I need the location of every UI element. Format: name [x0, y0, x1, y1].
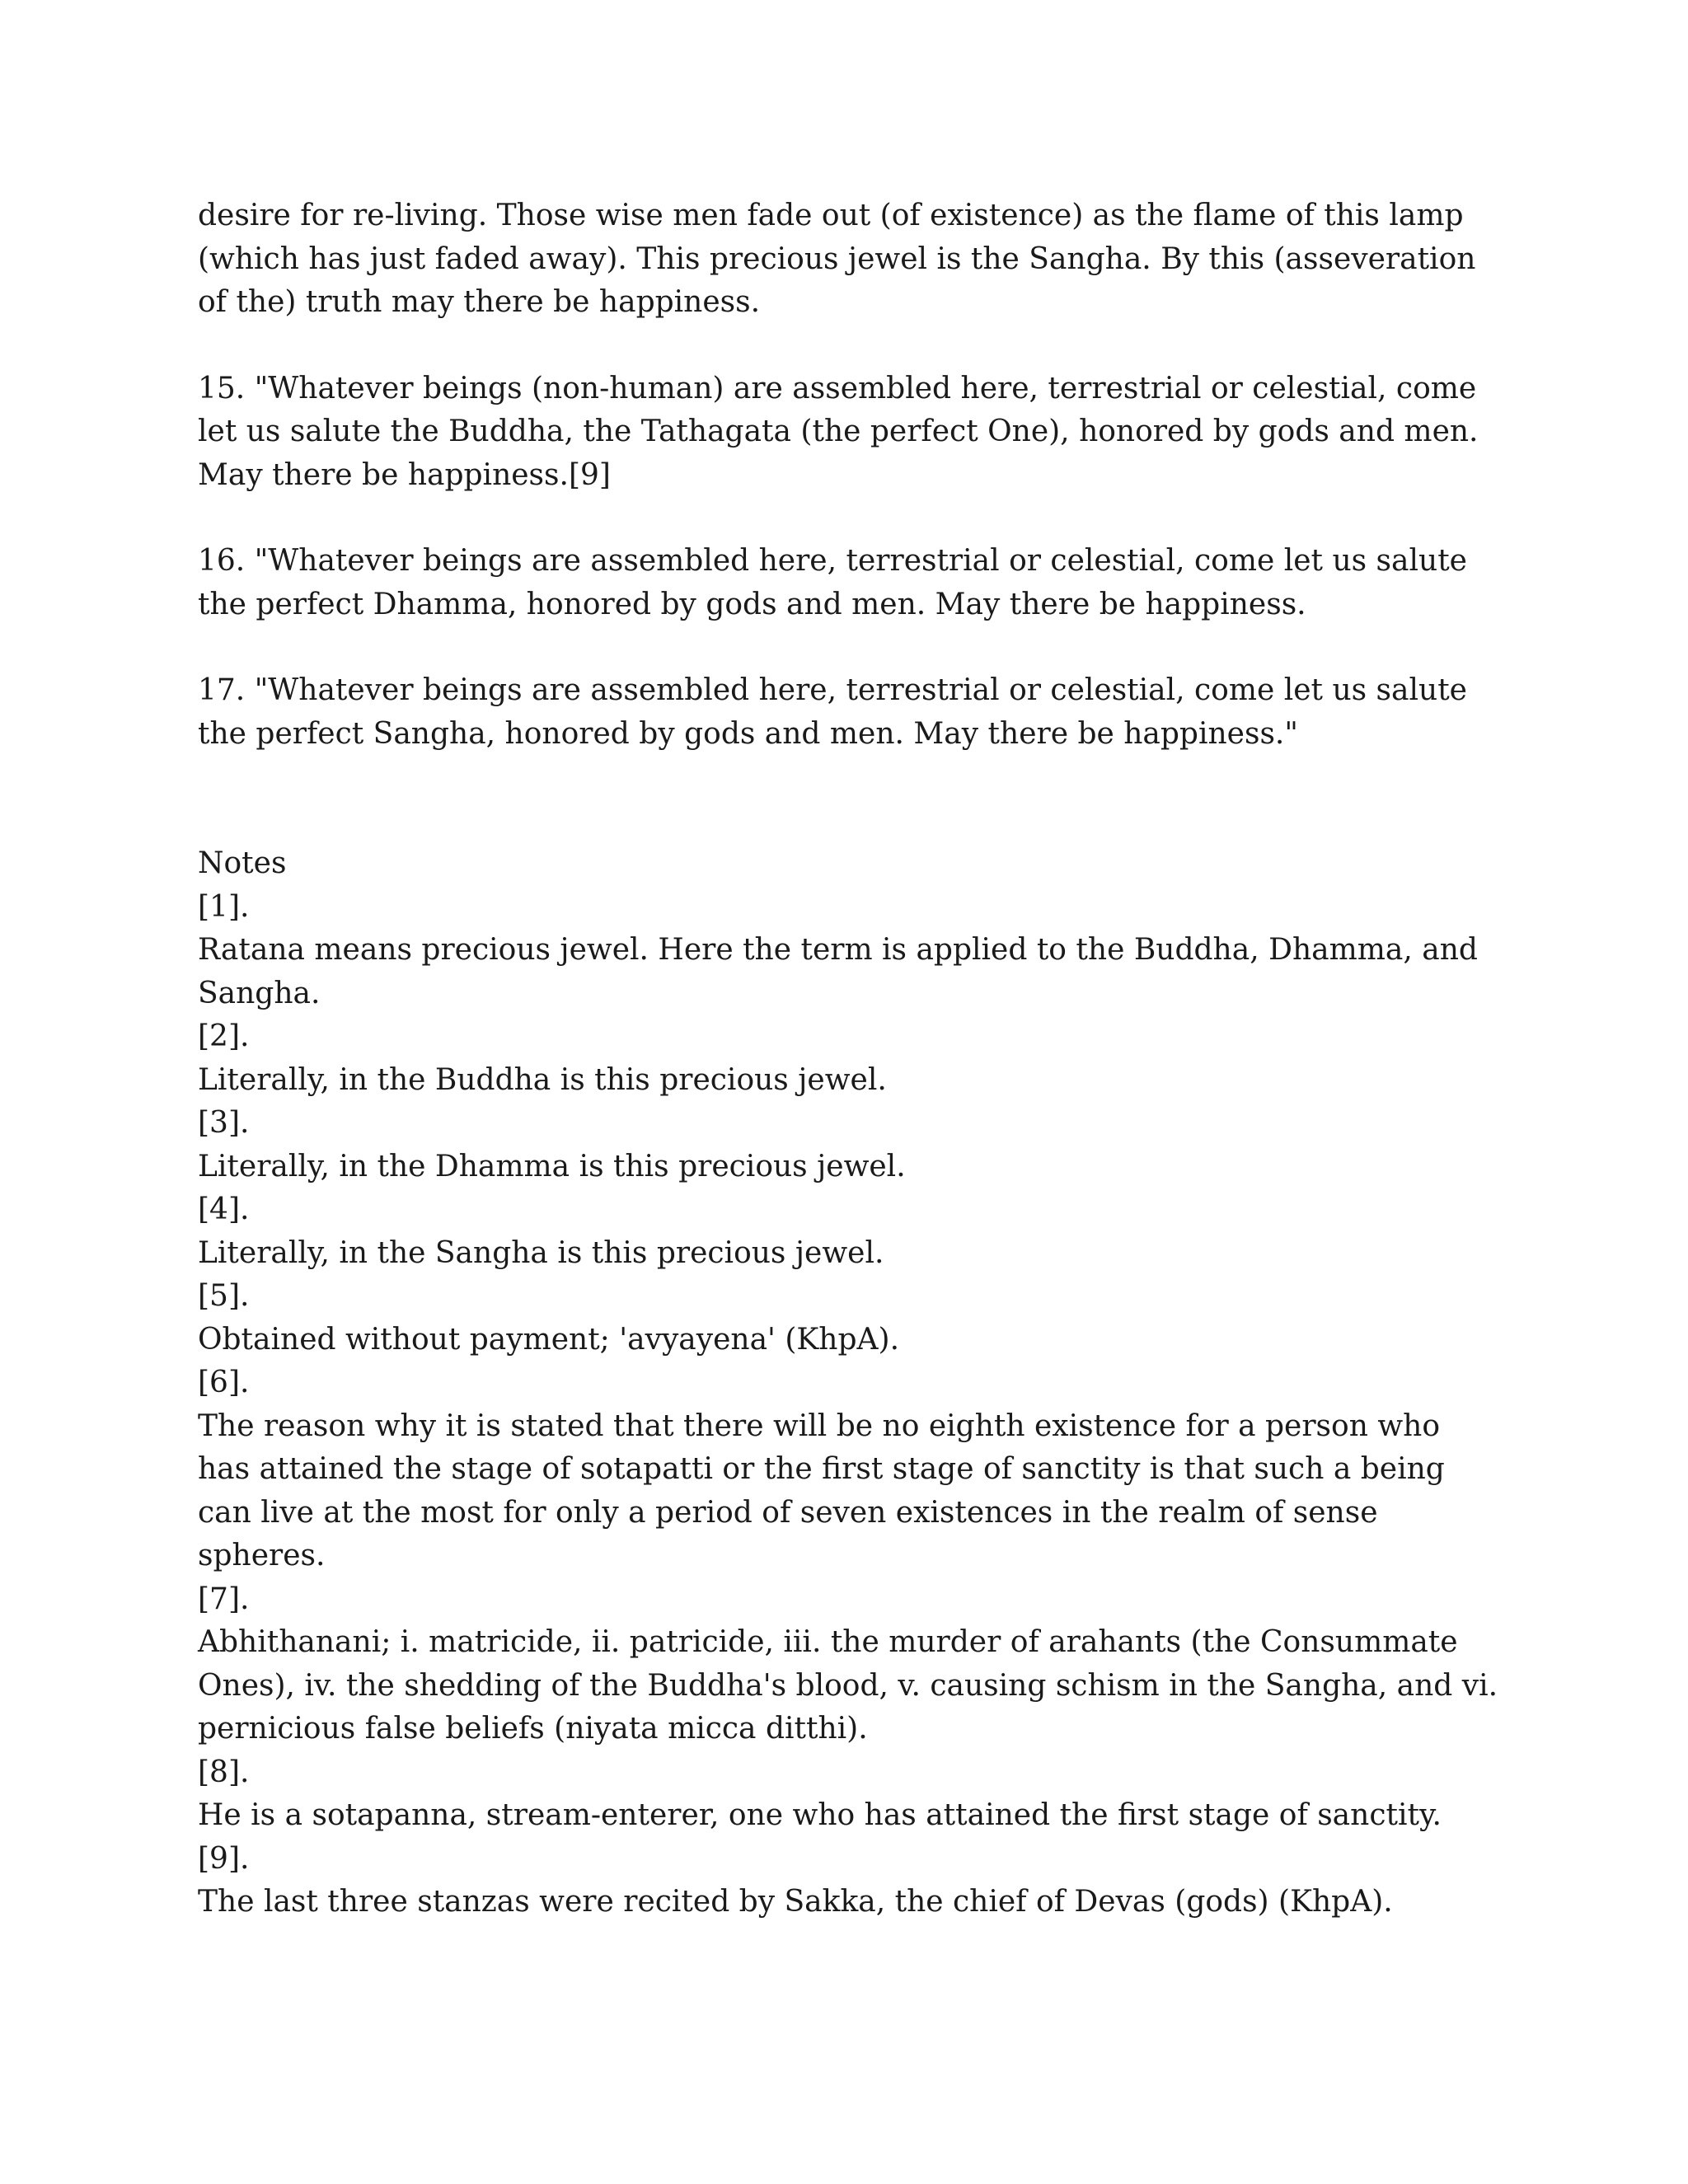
paragraph-stanza-17: 17. "Whatever beings are assembled here, terrestrial or celestial, come let us salute the perfect Sangha, honored by gods and men. May there be happiness." [198, 673, 1467, 751]
notes-heading: Notes [198, 846, 287, 880]
note-text-9: The last three stanzas were recited by Sakka, the chief of Devas (gods) (KhpA). [198, 1885, 1393, 1919]
note-text-5: Obtained without payment; 'avyayena' (KhpA). [198, 1322, 900, 1357]
note-ref-5: [5]. [198, 1279, 250, 1313]
note-ref-4: [4]. [198, 1193, 250, 1226]
paragraph-stanza-16: 16. "Whatever beings are assembled here, terrestrial or celestial, come let us salute the perfect Dhamma, honored by gods and men. May there be happiness. [198, 544, 1467, 621]
note-ref-7: [7]. [198, 1582, 250, 1616]
note-text-3: Literally, in the Dhamma is this precious jewel. [198, 1149, 906, 1183]
note-text-1: Ratana means precious jewel. Here the term is applied to the Buddha, Dhamma, and Sangha. [198, 933, 1478, 1010]
note-text-2: Literally, in the Buddha is this precious jewel. [198, 1062, 887, 1097]
note-ref-6: [6]. [198, 1366, 250, 1399]
note-text-4: Literally, in the Sangha is this precious jewel. [198, 1235, 884, 1270]
paragraph-stanza-14-end: desire for re-living. Those wise men fade out (of existence) as the flame of this lamp (which has just faded away). This precious jewel is the Sangha. By this (asseveration of the) truth may there be happiness. [198, 199, 1476, 319]
document-page [198, 194, 1500, 1924]
notes-section [198, 842, 1500, 1924]
note-ref-8: [8]. [198, 1755, 250, 1789]
note-text-6: The reason why it is stated that there will be no eighth existence for a person who has attained the stage of sotapatti or the first stage of sanctity is that such a being can live at the most for only a period of seven existences in the realm of sense spheres. [198, 1408, 1445, 1572]
paragraph-stanza-15: 15. "Whatever beings (non-human) are assembled here, terrestrial or celestial, come let us salute the Buddha, the Tathagata (the perfect One), honored by gods and men. May there be happiness.[9] [198, 371, 1479, 492]
note-ref-9: [9]. [198, 1841, 250, 1876]
note-text-7: Abhithanani; i. matricide, ii. patricide, iii. the murder of arahants (the Consummate Ones), iv. the shedding of the Buddha's blood, v. causing schism in the Sangha, and vi. pernicious false beliefs (niyata micca ditthi). [198, 1625, 1498, 1746]
note-text-8: He is a sotapanna, stream-enterer, one who has attained the first stage of sanctity. [198, 1798, 1442, 1832]
note-ref-3: [3]. [198, 1106, 250, 1140]
note-ref-2: [2]. [198, 1019, 250, 1053]
note-ref-1: [1]. [198, 889, 250, 924]
